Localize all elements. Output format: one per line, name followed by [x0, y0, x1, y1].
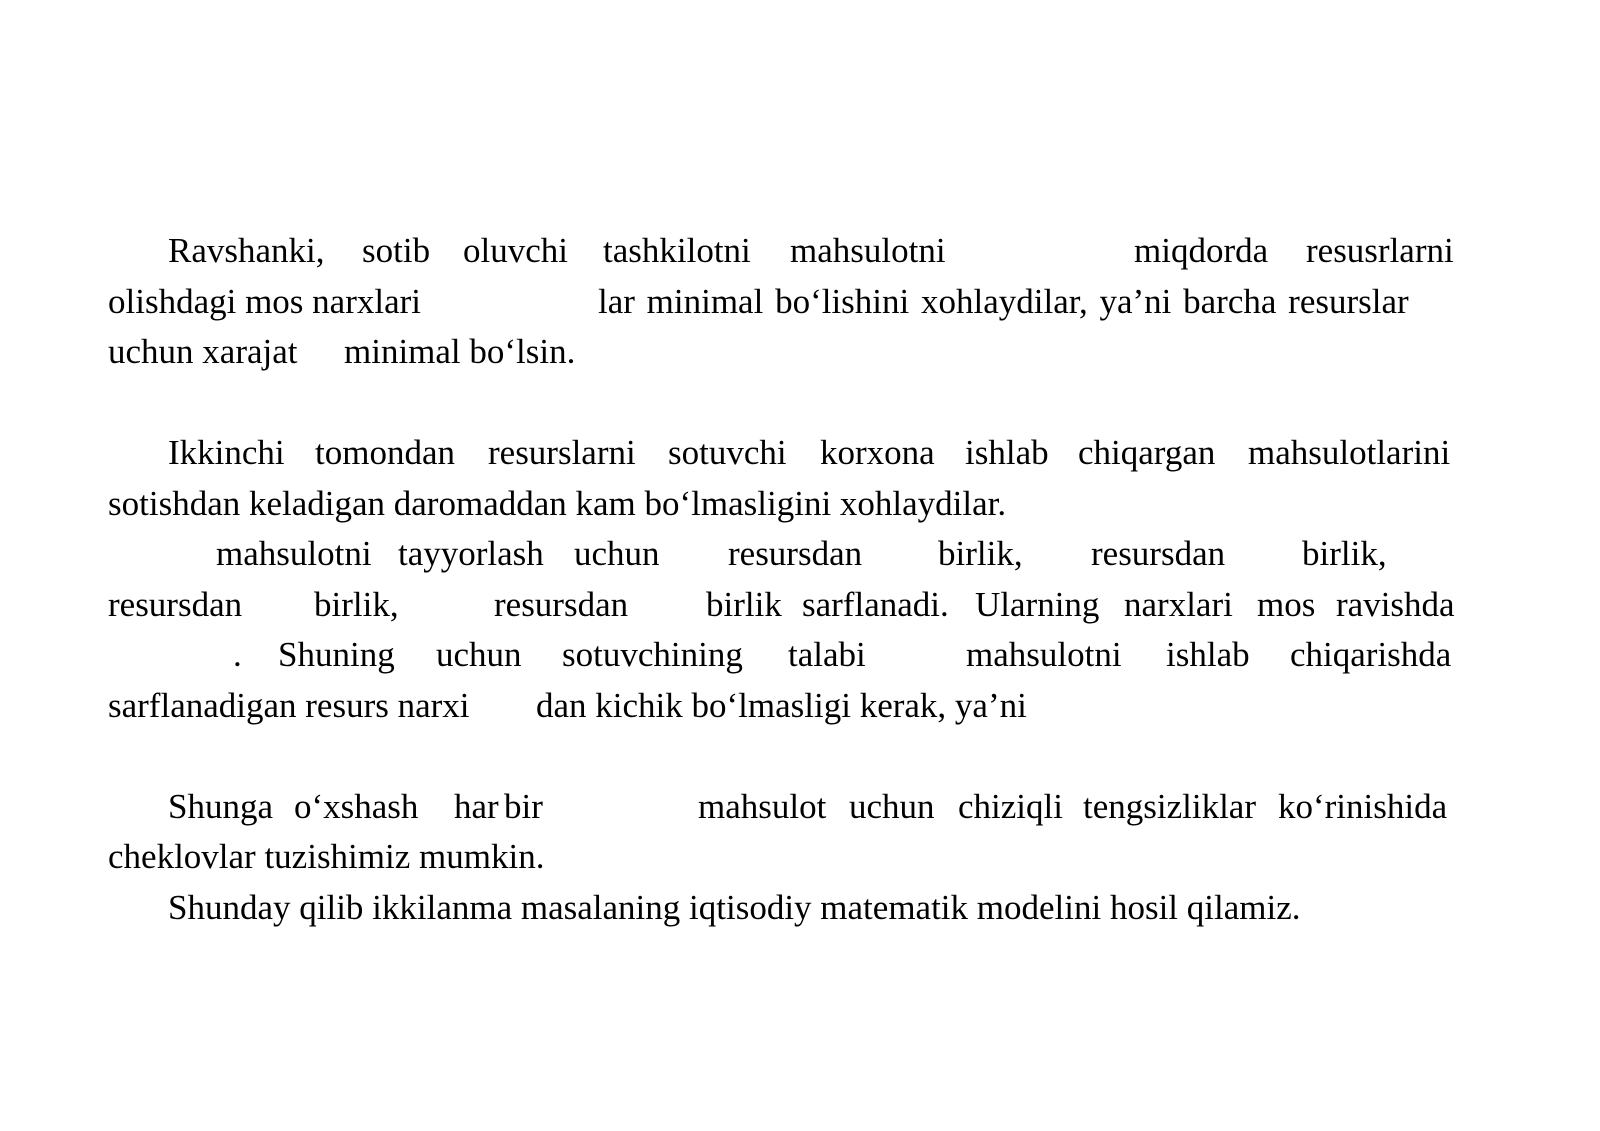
- text-fragment: mahsulotni: [216, 534, 372, 573]
- text-fragment: sarflanadigan resurs narxi: [108, 685, 470, 725]
- paragraph-1-line-3: [108, 327, 1496, 378]
- paragraph-2-line-6: [108, 681, 1496, 732]
- text-fragment: sotishdan keladigan daromaddan kam bo‘lmasligini xohlaydilar.: [108, 483, 1007, 523]
- paragraph-2-line-3: [108, 529, 1496, 580]
- text-fragment: olishdagi mos narxlari: [108, 281, 422, 321]
- text-fragment: birlik,: [314, 584, 399, 624]
- text-fragment: Ularning: [975, 584, 1100, 624]
- text-fragment: birlik,: [938, 534, 1023, 573]
- text-fragment: uchun: [436, 635, 522, 674]
- text-fragment: Shunday qilib ikkilanma masalaning iqtisodiy matematik modelini hosil qilamiz.: [168, 887, 1301, 927]
- text-fragment: sotib: [362, 231, 431, 270]
- paragraph-2-line-1: [108, 428, 1496, 479]
- paragraph-3-line-1: [108, 782, 1496, 833]
- paragraph-3-line-3: [108, 883, 1496, 934]
- text-fragment: chiziqli: [958, 786, 1063, 826]
- text-fragment: mahsulot: [698, 786, 827, 826]
- text-fragment: ko‘rinishida: [1278, 786, 1448, 826]
- text-fragment: resursdan: [494, 584, 629, 624]
- text-fragment: birlik,: [1302, 534, 1387, 573]
- text-fragment: minimal bo‘lsin.: [344, 332, 576, 371]
- paragraph-1-line-1: [108, 226, 1496, 277]
- text-fragment: resurslarni: [488, 433, 636, 472]
- text-fragment: har: [454, 786, 499, 826]
- text-fragment: miqdorda: [1134, 231, 1269, 270]
- text-fragment: resursdan: [728, 534, 863, 573]
- paragraph-1-line-2: [108, 277, 1496, 328]
- text-fragment: ravishda: [1336, 584, 1455, 624]
- text-fragment: uchun: [849, 786, 935, 826]
- text-fragment: sotuvchining: [562, 635, 743, 674]
- text-fragment: mahsulotlarini: [1248, 433, 1451, 472]
- text-fragment: bir: [504, 786, 543, 826]
- paragraph-2-line-4: [108, 580, 1496, 631]
- text-fragment: chiqargan: [1078, 433, 1216, 472]
- paragraph-2-line-5: [108, 630, 1496, 681]
- text-fragment: ishlab: [965, 433, 1049, 472]
- text-fragment: birlik: [706, 584, 782, 624]
- text-fragment: o‘xshash: [294, 786, 419, 826]
- text-fragment: tayyorlash: [398, 534, 544, 573]
- text-fragment: resusrlarni: [1306, 231, 1454, 270]
- text-fragment: tengsizliklar: [1083, 786, 1257, 826]
- paragraph-3-line-2: [108, 832, 1496, 883]
- text-fragment: dan kichik bo‘lmasligi kerak, ya’ni: [536, 685, 1027, 725]
- text-fragment: mos: [1257, 584, 1316, 624]
- text-fragment: .: [233, 635, 242, 674]
- text-fragment: tashkilotni: [603, 231, 751, 270]
- paragraph-2-line-2: [108, 479, 1496, 530]
- text-fragment: sotuvchi: [668, 433, 787, 472]
- text-fragment: resursdan: [108, 584, 243, 624]
- text-fragment: chiqarishda: [1290, 635, 1452, 674]
- text-fragment: tomondan: [315, 433, 455, 472]
- text-fragment: uchun xarajat: [108, 332, 298, 371]
- text-fragment: korxona: [820, 433, 935, 472]
- text-fragment: mahsulotni: [790, 231, 946, 270]
- text-fragment: Shunga: [168, 786, 273, 826]
- text-fragment: ishlab: [1166, 635, 1250, 674]
- text-fragment: talabi: [788, 635, 866, 674]
- text-fragment: uchun: [574, 534, 660, 573]
- text-fragment: Ikkinchi: [168, 433, 285, 472]
- text-fragment: lar minimal bo‘lishini xohlaydilar, ya’ni barcha resurslar: [598, 281, 1409, 321]
- text-fragment: resursdan: [1091, 534, 1226, 573]
- text-fragment: sarflanadi.: [802, 584, 949, 624]
- document-body: [108, 226, 1496, 933]
- text-fragment: cheklovlar tuzishimiz mumkin.: [108, 837, 545, 876]
- text-fragment: oluvchi: [463, 231, 568, 270]
- text-fragment: Ravshanki,: [168, 231, 325, 270]
- text-fragment: narxlari: [1124, 584, 1233, 624]
- text-fragment: Shuning: [278, 635, 395, 674]
- text-fragment: mahsulotni: [966, 635, 1122, 674]
